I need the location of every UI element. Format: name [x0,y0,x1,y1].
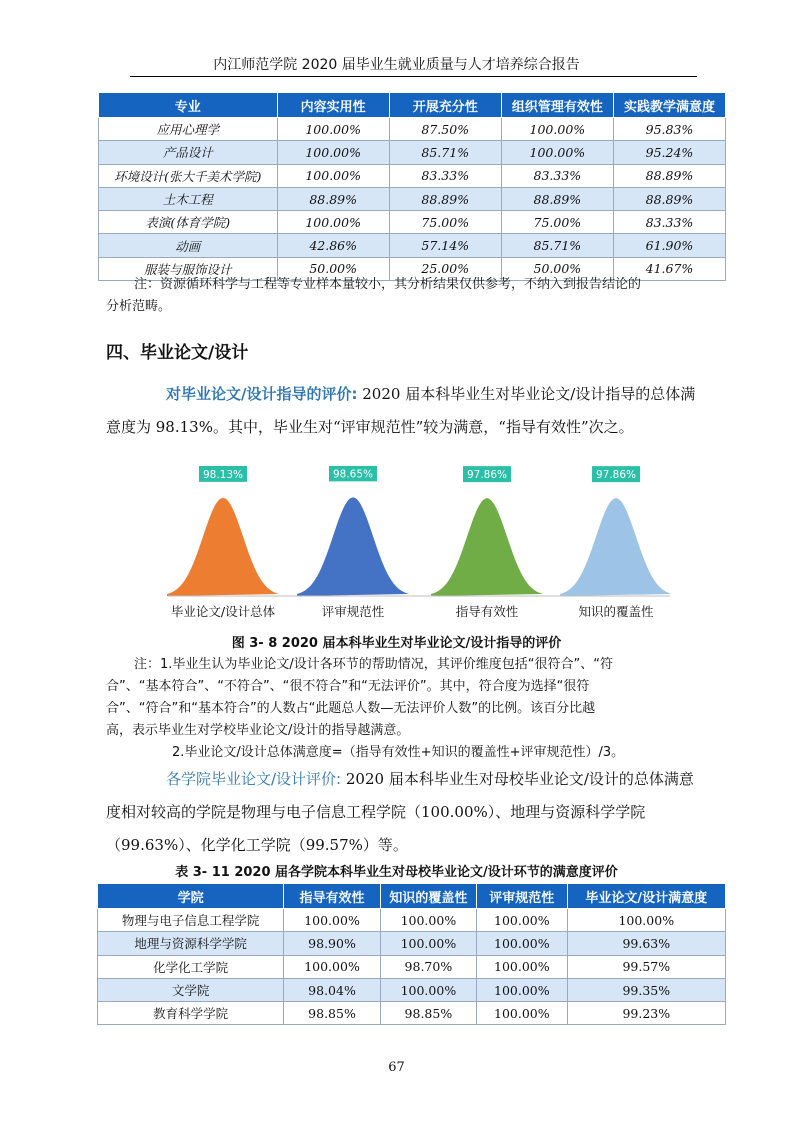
table-cell: 100.00% [380,978,476,1001]
table-cell: 动画 [99,234,278,257]
table-row [98,1002,726,1025]
paragraph-text: 2020 届本科毕业生对毕业论文/设计指导的总体满意度为 98.13%。其中，毕业生对“评审规范性”较为满意，“指导有效性”次之。 [106,385,696,436]
table-cell: 57.14% [389,234,501,257]
table-cell: 99.57% [567,955,725,978]
table-cell: 100.00% [477,909,567,932]
table-cell: 98.85% [284,1002,380,1025]
table-cell: 61.90% [613,234,725,257]
paragraph-text: 2020 届本科毕业生对母校毕业论文/设计的总体满意度相对较高的学院是物理与电子信息工程学院（100.00%）、地理与资源科学学院（99.63%）、化学化工学院（99.57%）等。 [106,770,694,854]
table-cell: 地理与资源科学学院 [98,932,284,955]
table-cell: 100.00% [380,909,476,932]
table-row [98,909,726,932]
table-cell: 83.33% [501,164,613,187]
figure-note: 合”、“基本符合”、“不符合”、“很不符合”和“无法评价”。其中，符合度为选择“很符 [106,679,590,694]
column-header: 评审规范性 [477,884,567,909]
table-cell: 88.89% [277,187,389,210]
paragraph-college [106,763,696,862]
table-row [99,234,726,257]
table-cell: 100.00% [477,1002,567,1025]
column-header: 学院 [98,884,284,909]
figure-caption: 图 3- 8 2020 届本科毕业生对毕业论文/设计指导的评价 [231,636,562,651]
page-number: 67 [388,1060,405,1075]
table-row [99,164,726,187]
table-row [99,141,726,164]
data-label: 97.86% [466,469,508,482]
table-cell: 100.00% [477,978,567,1001]
table-cell: 100.00% [477,932,567,955]
table-cell: 100.00% [501,141,613,164]
table-cell: 88.89% [389,187,501,210]
table-row [98,955,726,978]
table-cell: 物理与电子信息工程学院 [98,909,284,932]
table-header-row [99,93,726,118]
running-header: 内江师范学院 2020 届毕业生就业质量与人才培养综合报告 [213,57,580,73]
table-row [98,978,726,1001]
table-cell: 95.83% [613,118,725,141]
peak-mark [431,498,543,596]
table-cell: 88.89% [501,187,613,210]
table-header-row [98,884,726,909]
table-cell: 99.63% [567,932,725,955]
table-cell: 环境设计(张大千美术学院) [99,164,278,187]
category-label: 指导有效性 [455,604,519,619]
column-header: 内容实用性 [277,93,389,118]
table-cell: 83.33% [613,211,725,234]
data-label: 98.65% [332,468,374,481]
table-cell: 98.04% [284,978,380,1001]
table-cell: 100.00% [567,909,725,932]
table-cell: 100.00% [284,909,380,932]
table-cell: 85.71% [389,141,501,164]
table-cell: 25.00% [389,257,501,280]
table-row [99,211,726,234]
table-cell: 83.33% [389,164,501,187]
table-cell: 41.67% [613,257,725,280]
peak-mark [167,498,279,596]
table-row [99,118,726,141]
table-cell: 99.35% [567,978,725,1001]
table-cell: 表演(体育学院) [99,211,278,234]
table-cell: 98.70% [380,955,476,978]
peak-mark [560,498,672,596]
column-header: 专业 [99,93,278,118]
table-cell: 100.00% [277,118,389,141]
table-cell: 50.00% [501,257,613,280]
table-row [99,187,726,210]
column-header: 知识的覆盖性 [380,884,476,909]
table-row [98,932,726,955]
table-cell: 服装与服饰设计 [99,257,278,280]
table-cell: 95.24% [613,141,725,164]
table-cell: 100.00% [284,955,380,978]
column-header: 实践教学满意度 [613,93,725,118]
column-header: 组织管理有效性 [501,93,613,118]
paragraph-lead: 对毕业论文/设计指导的评价: [166,385,358,403]
paragraph-lead: 各学院毕业论文/设计评价: [166,770,342,788]
peak-mark [297,497,409,596]
figure-note: 注：1.毕业生认为毕业论文/设计各环节的帮助情况，其评价维度包括“很符合”、“符 [134,657,613,672]
table-cell: 75.00% [389,211,501,234]
paragraph-guidance [106,378,696,444]
category-label: 知识的覆盖性 [578,604,654,619]
table-note: 注：资源循环科学与工程等专业样本量较小，其分析结果仅供参考，不纳入到报告结论的 [134,277,642,292]
table-cell: 87.50% [389,118,501,141]
data-label: 98.13% [202,468,244,481]
data-label: 97.86% [595,469,637,482]
table-cell: 100.00% [277,211,389,234]
column-header: 毕业论文/设计满意度 [567,884,725,909]
table-cell: 土木工程 [99,187,278,210]
figure-note: 高，表示毕业生对学校毕业论文/设计的指导越满意。 [106,723,410,738]
college-thesis-table [97,883,726,1025]
major-practice-table [98,92,726,281]
category-label: 毕业论文/设计总体 [170,604,276,619]
table-cell: 文学院 [98,978,284,1001]
peak-chart [160,466,680,626]
table-cell: 50.00% [277,257,389,280]
table-cell: 应用心理学 [99,118,278,141]
table-cell: 85.71% [501,234,613,257]
table-cell: 42.86% [277,234,389,257]
figure-note: 合”、“符合”和“基本符合”的人数占“此题总人数—无法评价人数”的比例。该百分比越 [106,701,596,716]
table-cell: 100.00% [477,955,567,978]
section-title: 四、毕业论文/设计 [106,343,249,363]
table-cell: 100.00% [277,164,389,187]
table-cell: 100.00% [277,141,389,164]
category-label: 评审规范性 [321,604,385,619]
table-cell: 88.89% [613,187,725,210]
table-cell: 98.85% [380,1002,476,1025]
column-header: 指导有效性 [284,884,380,909]
table-note-cont: 分析范畴。 [106,299,172,314]
column-header: 开展充分性 [389,93,501,118]
header-rule [130,76,697,77]
table-cell: 100.00% [501,118,613,141]
table-cell: 100.00% [380,932,476,955]
figure-note: 2.毕业论文/设计总体满意度=（指导有效性+知识的覆盖性+评审规范性）/3。 [172,745,625,760]
table-cell: 88.89% [613,164,725,187]
table-cell: 75.00% [501,211,613,234]
table-cell: 教育科学学院 [98,1002,284,1025]
table-cell: 99.23% [567,1002,725,1025]
table-cell: 产品设计 [99,141,278,164]
table-cell: 98.90% [284,932,380,955]
table-caption: 表 3- 11 2020 届各学院本科毕业生对母校毕业论文/设计环节的满意度评价 [175,865,618,880]
table-cell: 化学化工学院 [98,955,284,978]
